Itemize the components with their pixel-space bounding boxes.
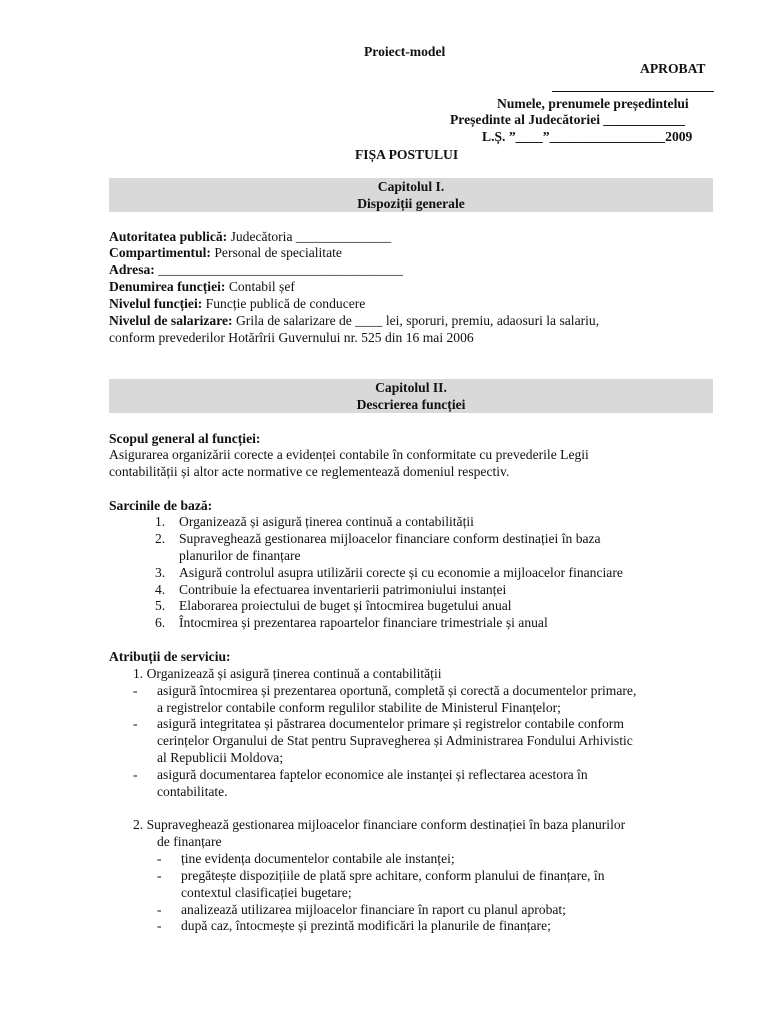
draft-label: Proiect-model <box>364 44 446 59</box>
purpose-heading: Scopul general al funcției: <box>109 431 261 446</box>
list-item: a registrelor contabile conform regulilor stabilite de Ministerul Finanțelor; <box>157 700 561 715</box>
list-item: asigură integritatea și păstrarea documentelor primare și registrelor contabile conform <box>157 716 624 731</box>
task-text: Elaborarea proiectului de buget și întocmirea bugetului anual <box>179 598 512 613</box>
chapter-1-title: Dispoziții generale <box>357 195 465 211</box>
task-text: Organizează și asigură ținerea continuă a contabilității <box>179 514 474 529</box>
task-number: 5. <box>155 598 166 613</box>
task-number: 1. <box>155 514 166 529</box>
task-text: Întocmirea și prezentarea rapoartelor financiare trimestriale și anual <box>179 615 548 630</box>
tasks-heading: Sarcinile de bază: <box>109 498 213 513</box>
field-public-authority <box>109 229 391 246</box>
list-item: ține evidența documentelor contabile ale instanței; <box>181 851 455 866</box>
field-value: Grila de salarizare de ____ lei, sporuri, premiu, adaosuri la salariu, <box>232 313 600 328</box>
list-item: după caz, întocmește și prezintă modificări la planurile de finanțare; <box>181 918 551 933</box>
field-address <box>109 262 403 279</box>
signature-line <box>552 91 714 92</box>
field-label: Autoritatea publică: <box>109 229 228 244</box>
list-item: pregătește dispozițiile de plată spre achitare, conform planului de finanțare, în <box>181 868 605 883</box>
list-dash: - <box>157 851 162 866</box>
list-dash: - <box>133 683 138 698</box>
chapter-2-title: Descrierea funcției <box>356 396 466 412</box>
duty-2-title-continuation: de finanțare <box>157 834 222 849</box>
list-item: analizează utilizarea mijloacelor financiare în raport cu planul aprobat; <box>181 902 566 917</box>
stamp-date-line: L.Ș. ”____”_________________2009 <box>482 129 693 144</box>
field-value: Contabil șef <box>225 279 295 294</box>
task-text: planurilor de finanțare <box>179 548 301 563</box>
chapter-1-number: Capitolul I. <box>377 179 445 194</box>
duty-2-title: 2. Supraveghează gestionarea mijloacelor financiare conform destinației în baza planurilor <box>133 817 626 832</box>
task-text: Asigură controlul asupra utilizării corecte și cu economie a mijloacelor financiare <box>179 565 623 580</box>
field-value: Judecătoria ______________ <box>227 229 392 244</box>
field-salary-level <box>109 313 599 330</box>
field-position-level <box>109 296 365 313</box>
page-title: FIȘA POSTULUI <box>355 147 459 162</box>
field-label: Adresa: <box>109 262 155 277</box>
field-value: Personal de specialitate <box>210 245 342 260</box>
list-item: cerințelor Organului de Stat pentru Supravegherea și Administrarea Fondului Arhivistic <box>157 733 633 748</box>
list-item: contabilitate. <box>157 784 228 799</box>
task-text: Supraveghează gestionarea mijloacelor financiare conform destinației în baza <box>179 531 601 546</box>
approved-label: APROBAT <box>640 61 706 76</box>
duties-heading: Atribuții de serviciu: <box>109 649 231 664</box>
field-label: Denumirea funcției: <box>109 279 226 294</box>
list-dash: - <box>133 716 138 731</box>
list-item: al Republicii Moldova; <box>157 750 284 765</box>
field-department <box>109 245 342 262</box>
task-number: 4. <box>155 582 166 597</box>
purpose-text-line-2: contabilității și altor acte normative ce reglementează domeniul respectiv. <box>109 464 510 479</box>
duty-1-title: 1. Organizează și asigură ținerea continuă a contabilității <box>133 666 442 681</box>
list-dash: - <box>157 868 162 883</box>
chapter-2-heading <box>109 379 713 413</box>
list-dash: - <box>133 767 138 782</box>
task-number: 6. <box>155 615 166 630</box>
list-item: asigură întocmirea și prezentarea oportună, completă și corectă a documentelor primare, <box>157 683 637 698</box>
list-dash: - <box>157 918 162 933</box>
chapter-1-heading <box>109 178 713 212</box>
field-value: ____________________________________ <box>154 262 403 277</box>
field-label: Nivelul funcției: <box>109 296 203 311</box>
president-name-label: Numele, prenumele președintelui <box>497 96 689 111</box>
field-label: Nivelul de salarizare: <box>109 313 233 328</box>
list-item: contextul clasificației bugetare; <box>181 885 352 900</box>
salary-continuation: conform prevederilor Hotărîrii Guvernului nr. 525 din 16 mai 2006 <box>109 330 474 345</box>
purpose-text-line-1: Asigurarea organizării corecte a evidenței contabile în conformitate cu prevederile Legii <box>109 447 589 462</box>
chapter-2-number: Capitolul II. <box>375 380 447 395</box>
president-title-label: Președinte al Judecătoriei ____________ <box>450 112 685 127</box>
list-dash: - <box>157 902 162 917</box>
field-position-name <box>109 279 295 296</box>
field-label: Compartimentul: <box>109 245 211 260</box>
list-item: asigură documentarea faptelor economice ale instanței și reflectarea acestora în <box>157 767 588 782</box>
task-number: 2. <box>155 531 166 546</box>
field-value: Funcție publică de conducere <box>202 296 366 311</box>
task-number: 3. <box>155 565 166 580</box>
task-text: Contribuie la efectuarea inventarierii patrimoniului instanței <box>179 582 507 597</box>
